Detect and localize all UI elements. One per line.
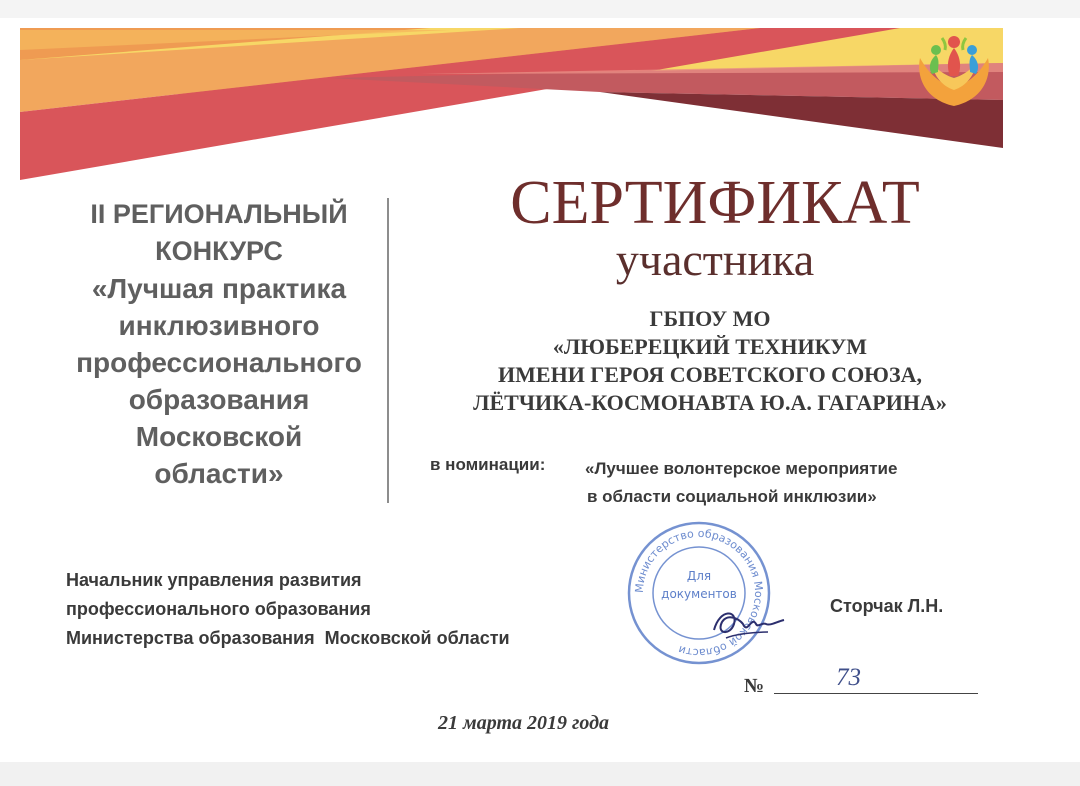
certificate-number: 73	[836, 664, 861, 691]
position-line: Начальник управления развития	[66, 570, 362, 590]
position-line: Министерства образования Московской области	[66, 628, 510, 648]
organization-line: ИМЕНИ ГЕРОЯ СОВЕТСКОГО СОЮЗА,	[498, 362, 922, 387]
organization-line: «ЛЮБЕРЕЦКИЙ ТЕХНИКУМ	[552, 334, 868, 359]
handwritten-signature	[708, 598, 788, 648]
stamp-center-text: Для	[686, 569, 712, 583]
competition-name	[50, 270, 388, 492]
competition-name-line: области»	[154, 458, 284, 489]
organization-line: ГБПОУ МО	[649, 306, 771, 331]
competition-name-line: образования	[128, 384, 310, 415]
organization-line: ЛЁТЧИКА-КОСМОНАВТА Ю.А. ГАГАРИНА»	[473, 390, 947, 415]
people-leaves-logo-icon	[912, 28, 996, 110]
number-underline	[774, 693, 978, 694]
nomination-line: в области социальной инклюзии»	[587, 487, 877, 506]
certificate-title: СЕРТИФИКАТ	[510, 169, 920, 237]
issue-date: 21 марта 2019 года	[438, 712, 610, 734]
stamp-ring-text: Министерство образования Московской области	[632, 526, 766, 660]
competition-name-line: профессионального	[76, 347, 362, 378]
signatory-position	[66, 566, 510, 653]
competition-name-line: инклюзивного	[118, 310, 320, 341]
position-line: профессионального образования	[66, 599, 371, 619]
competition-type: КОНКУРС	[155, 236, 283, 266]
signatory-name: Сторчак Л.Н.	[830, 596, 944, 616]
competition-name-line: Московской	[135, 421, 303, 452]
nomination-value	[585, 455, 897, 511]
competition-block	[50, 196, 388, 492]
competition-edition: II РЕГИОНАЛЬНЫЙ	[90, 199, 348, 229]
organization-name	[380, 305, 1040, 417]
certificate-subtitle: участника	[615, 234, 815, 285]
nomination-line: «Лучшее волонтерское мероприятие	[585, 459, 898, 478]
nomination-label: в номинации:	[430, 455, 546, 474]
competition-name-line: «Лучшая практика	[91, 273, 347, 304]
number-label: №	[744, 675, 765, 697]
stamp-center-text: документов	[661, 587, 737, 601]
paper-edge-bottom	[0, 762, 1080, 786]
